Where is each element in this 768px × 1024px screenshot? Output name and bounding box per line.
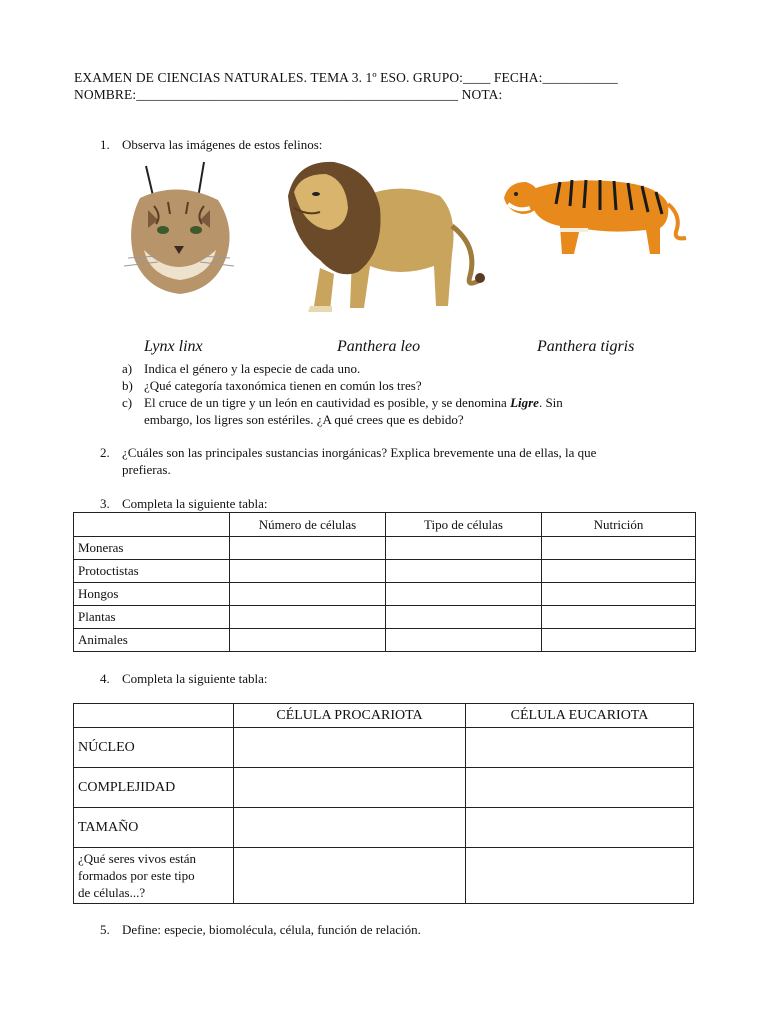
answer-cell[interactable] [542, 606, 696, 629]
row-label: Hongos [74, 583, 230, 606]
answer-cell[interactable] [466, 848, 694, 904]
answer-cell[interactable] [234, 808, 466, 848]
answer-cell[interactable] [234, 848, 466, 904]
kingdoms-table [73, 512, 696, 652]
answer-cell[interactable] [466, 728, 694, 768]
species-name-tiger: Panthera tigris [537, 338, 635, 355]
table-row [74, 583, 696, 606]
row-label-line: de células...? [78, 885, 146, 900]
row-label: TAMAÑO [74, 808, 234, 848]
subquestion-text-end: . Sin [538, 395, 563, 410]
table-row [74, 560, 696, 583]
question-text: Completa la siguiente tabla: [122, 496, 268, 511]
table-header-cell: CÉLULA PROCARIOTA [234, 704, 466, 728]
answer-cell[interactable] [386, 583, 542, 606]
question-2-line2: prefieras. [122, 462, 171, 477]
row-label: Moneras [74, 537, 230, 560]
answer-cell[interactable] [386, 629, 542, 652]
row-label: Protoctistas [74, 560, 230, 583]
ligre-term: Ligre [510, 395, 539, 410]
table-row [74, 848, 694, 904]
answer-cell[interactable] [230, 629, 386, 652]
cells-table [73, 703, 694, 904]
table-row [74, 768, 694, 808]
table-header-cell: Nutrición [542, 513, 696, 537]
subquestion-a [122, 361, 360, 377]
table-header-row [74, 704, 694, 728]
answer-cell[interactable] [234, 728, 466, 768]
subquestion-c-line2: embargo, los ligres son estériles. ¿A qué crees que es debido? [144, 412, 464, 427]
question-number: 2. [100, 445, 110, 460]
subquestion-letter: a) [122, 361, 133, 376]
question-4 [100, 671, 268, 687]
table-row [74, 537, 696, 560]
table-header-cell [74, 513, 230, 537]
answer-cell[interactable] [386, 560, 542, 583]
table-header-cell [74, 704, 234, 728]
answer-cell[interactable] [230, 537, 386, 560]
answer-cell[interactable] [230, 583, 386, 606]
question-5 [100, 922, 421, 938]
lynx-image [118, 158, 240, 298]
subquestion-c [122, 395, 563, 411]
question-number: 4. [100, 671, 110, 686]
answer-cell[interactable] [542, 629, 696, 652]
question-number: 5. [100, 922, 110, 937]
question-text: ¿Cuáles son las principales sustancias inorgánicas? Explica brevemente una de ellas, la que [122, 445, 597, 460]
species-name-lynx: Lynx linx [144, 338, 203, 355]
answer-cell[interactable] [542, 583, 696, 606]
question-1 [100, 137, 322, 153]
answer-cell[interactable] [230, 560, 386, 583]
table-row [74, 629, 696, 652]
answer-cell[interactable] [386, 537, 542, 560]
answer-cell[interactable] [230, 606, 386, 629]
row-label-line: ¿Qué seres vivos están [78, 851, 197, 866]
answer-cell[interactable] [386, 606, 542, 629]
answer-cell[interactable] [234, 768, 466, 808]
question-text: Observa las imágenes de estos felinos: [122, 137, 323, 152]
question-text: Completa la siguiente tabla: [122, 671, 268, 686]
answer-cell[interactable] [542, 560, 696, 583]
table-header-cell: CÉLULA EUCARIOTA [466, 704, 694, 728]
table-header-cell: Número de células [230, 513, 386, 537]
question-2 [100, 445, 596, 461]
row-label: COMPLEJIDAD [74, 768, 234, 808]
question-text: Define: especie, biomolécula, célula, función de relación. [122, 922, 421, 937]
subquestion-text: El cruce de un tigre y un león en cautividad es posible, y se denomina [144, 395, 511, 410]
row-label [74, 848, 234, 904]
subquestion-letter: b) [122, 378, 133, 393]
row-label: Plantas [74, 606, 230, 629]
row-label: NÚCLEO [74, 728, 234, 768]
lion-image [280, 156, 490, 318]
answer-cell[interactable] [466, 768, 694, 808]
row-label-line: formados por este tipo [78, 868, 195, 883]
table-row [74, 606, 696, 629]
subquestion-letter: c) [122, 395, 133, 410]
question-number: 1. [100, 137, 110, 152]
row-label: Animales [74, 629, 230, 652]
tiger-image [500, 170, 690, 260]
name-line: NOMBRE:_______________________________________________ NOTA: [74, 87, 503, 102]
table-header-row [74, 513, 696, 537]
species-name-lion: Panthera leo [337, 338, 421, 355]
table-row [74, 728, 694, 768]
subquestion-text: Indica el género y la especie de cada uno. [144, 361, 361, 376]
exam-header-line: EXAMEN DE CIENCIAS NATURALES. TEMA 3. 1º ESO. GRUPO:____ FECHA:___________ [74, 70, 618, 85]
table-header-cell: Tipo de células [386, 513, 542, 537]
question-number: 3. [100, 496, 110, 511]
answer-cell[interactable] [542, 537, 696, 560]
question-3 [100, 496, 268, 512]
table-row [74, 808, 694, 848]
subquestion-b [122, 378, 422, 394]
answer-cell[interactable] [466, 808, 694, 848]
subquestion-text: ¿Qué categoría taxonómica tienen en común los tres? [144, 378, 422, 393]
